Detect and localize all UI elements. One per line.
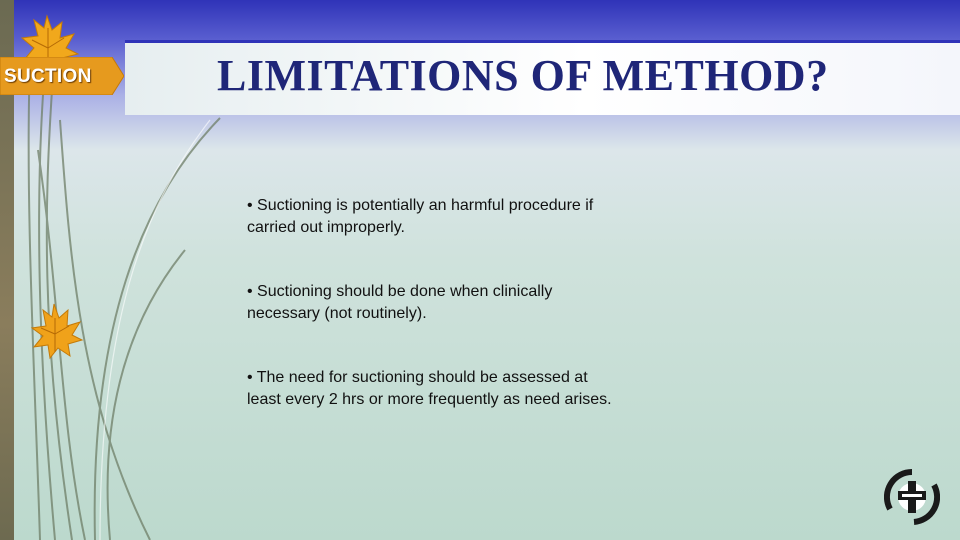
bullet-item: • The need for suctioning should be assessed at least every 2 hrs or more frequently as need arises. <box>247 369 612 408</box>
section-tag-label: SUCTION <box>4 66 92 87</box>
bullet-list <box>247 195 677 453</box>
section-tag <box>0 57 124 95</box>
medical-logo-icon <box>884 469 940 525</box>
maple-leaf-icon <box>24 300 94 370</box>
page-title: LIMITATIONS OF METHOD? <box>217 51 829 100</box>
bullet-item: • Suctioning is potentially an harmful procedure if carried out improperly. <box>247 197 594 236</box>
bullet-item: • Suctioning should be done when clinically necessary (not routinely). <box>247 283 553 322</box>
